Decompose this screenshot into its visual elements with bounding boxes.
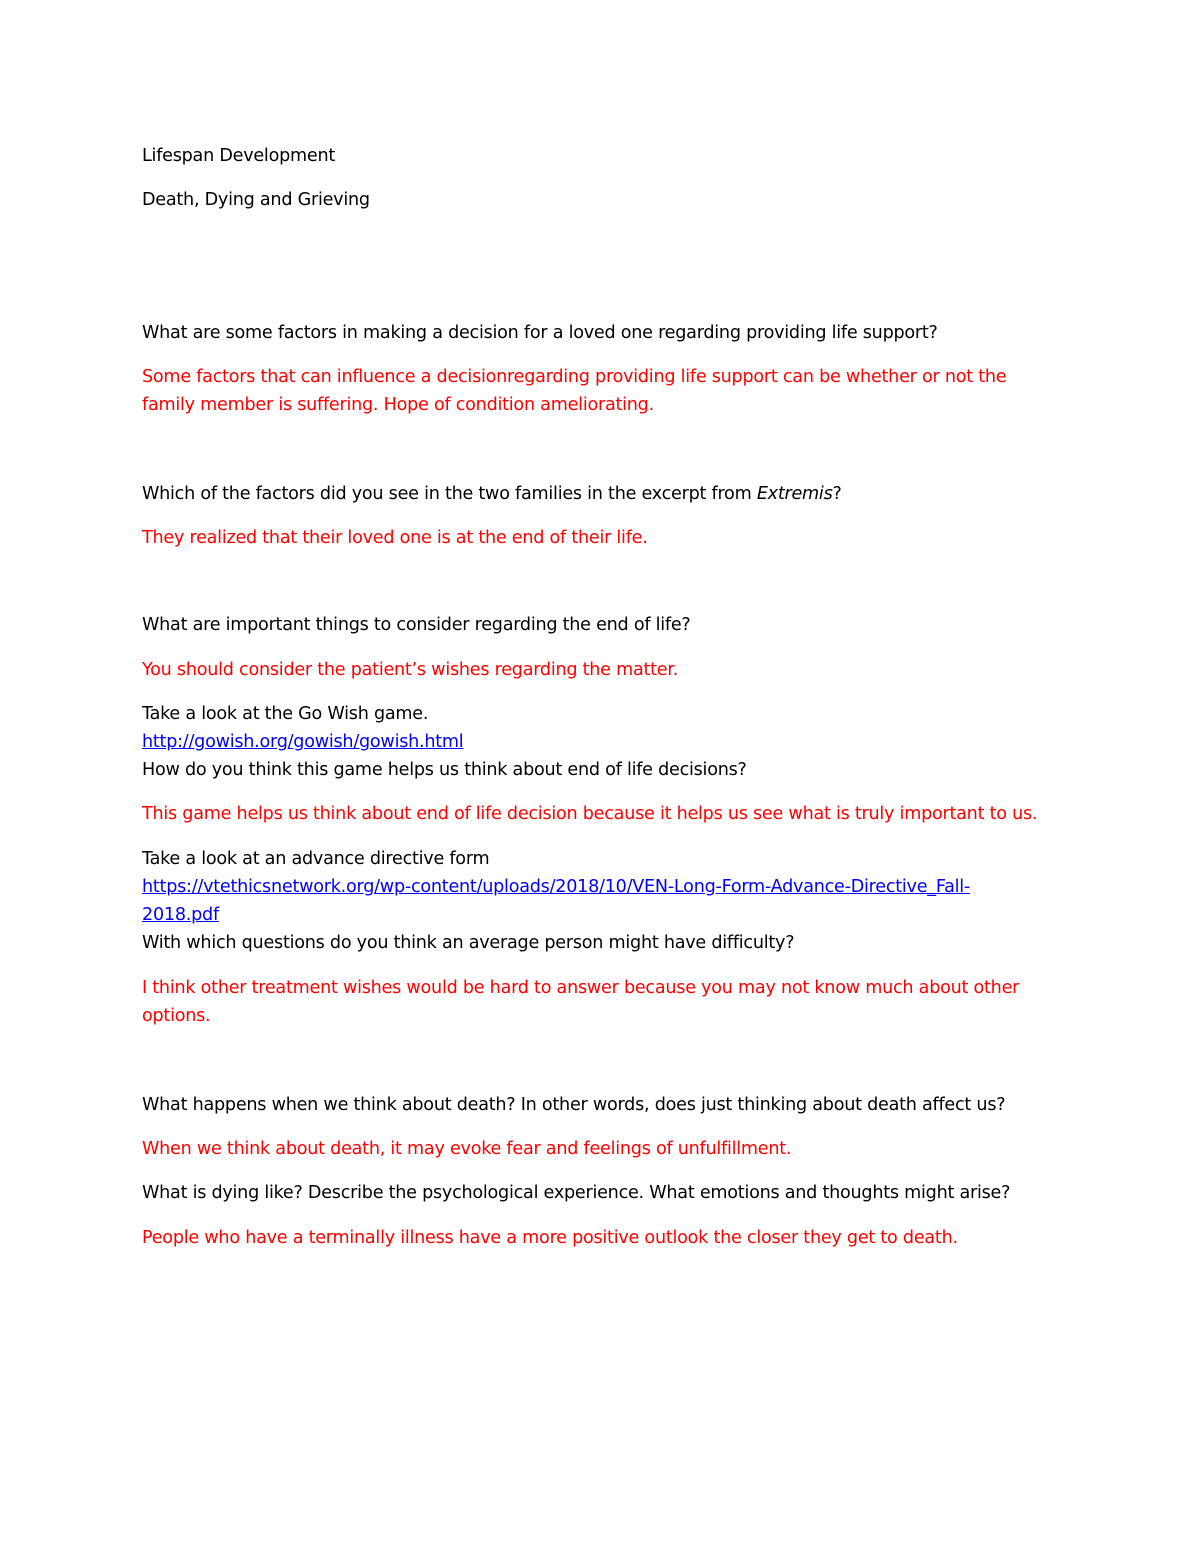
directive-link-line-1[interactable]: https://vtethicsnetwork.org/wp-content/uploads/2018/10/VEN-Long-Form-Advance-Directive_Fall- — [142, 877, 970, 897]
answer-directive-line-1: I think other treatment wishes would be hard to answer because you may not know much about other — [142, 978, 1020, 998]
question-end-of-life: What are important things to consider regarding the end of life? — [142, 615, 691, 635]
topic-title: Death, Dying and Grieving — [142, 190, 370, 210]
question-extremis-mark: ? — [832, 484, 842, 504]
answer-end-of-life: You should consider the patient’s wishes regarding the matter. — [142, 660, 679, 680]
answer-extremis: They realized that their loved one is at the end of their life. — [142, 528, 648, 548]
answer-gowish: This game helps us think about end of life decision because it helps us see what is truly important to us. — [142, 804, 1038, 824]
question-dying: What is dying like? Describe the psychological experience. What emotions and thoughts might arise? — [142, 1183, 1011, 1203]
question-life-support: What are some factors in making a decision for a loved one regarding providing life support? — [142, 323, 938, 343]
question-gowish: How do you think this game helps us think about end of life decisions? — [142, 760, 747, 780]
question-extremis — [142, 483, 842, 505]
directive-link-line-2[interactable]: 2018.pdf — [142, 905, 219, 925]
answer-life-support-line-2: family member is suffering. Hope of condition ameliorating. — [142, 395, 654, 415]
answer-dying: People who have a terminally illness have a more positive outlook the closer they get to death. — [142, 1228, 958, 1248]
answer-directive-line-2: options. — [142, 1006, 211, 1026]
course-title: Lifespan Development — [142, 146, 336, 166]
answer-thinking-death: When we think about death, it may evoke fear and feelings of unfulfillment. — [142, 1139, 792, 1159]
film-title-extremis: Extremis — [756, 484, 833, 504]
gowish-intro: Take a look at the Go Wish game. — [142, 704, 429, 724]
question-extremis-text: Which of the factors did you see in the two families in the excerpt from — [142, 484, 757, 504]
directive-intro: Take a look at an advance directive form — [142, 849, 490, 869]
answer-life-support-line-1: Some factors that can influence a decisionregarding providing life support can be whether or not the — [142, 367, 1007, 387]
gowish-link[interactable]: http://gowish.org/gowish/gowish.html — [142, 732, 464, 752]
question-thinking-death: What happens when we think about death? In other words, does just thinking about death affect us? — [142, 1095, 1006, 1115]
question-directive: With which questions do you think an average person might have difficulty? — [142, 933, 795, 953]
